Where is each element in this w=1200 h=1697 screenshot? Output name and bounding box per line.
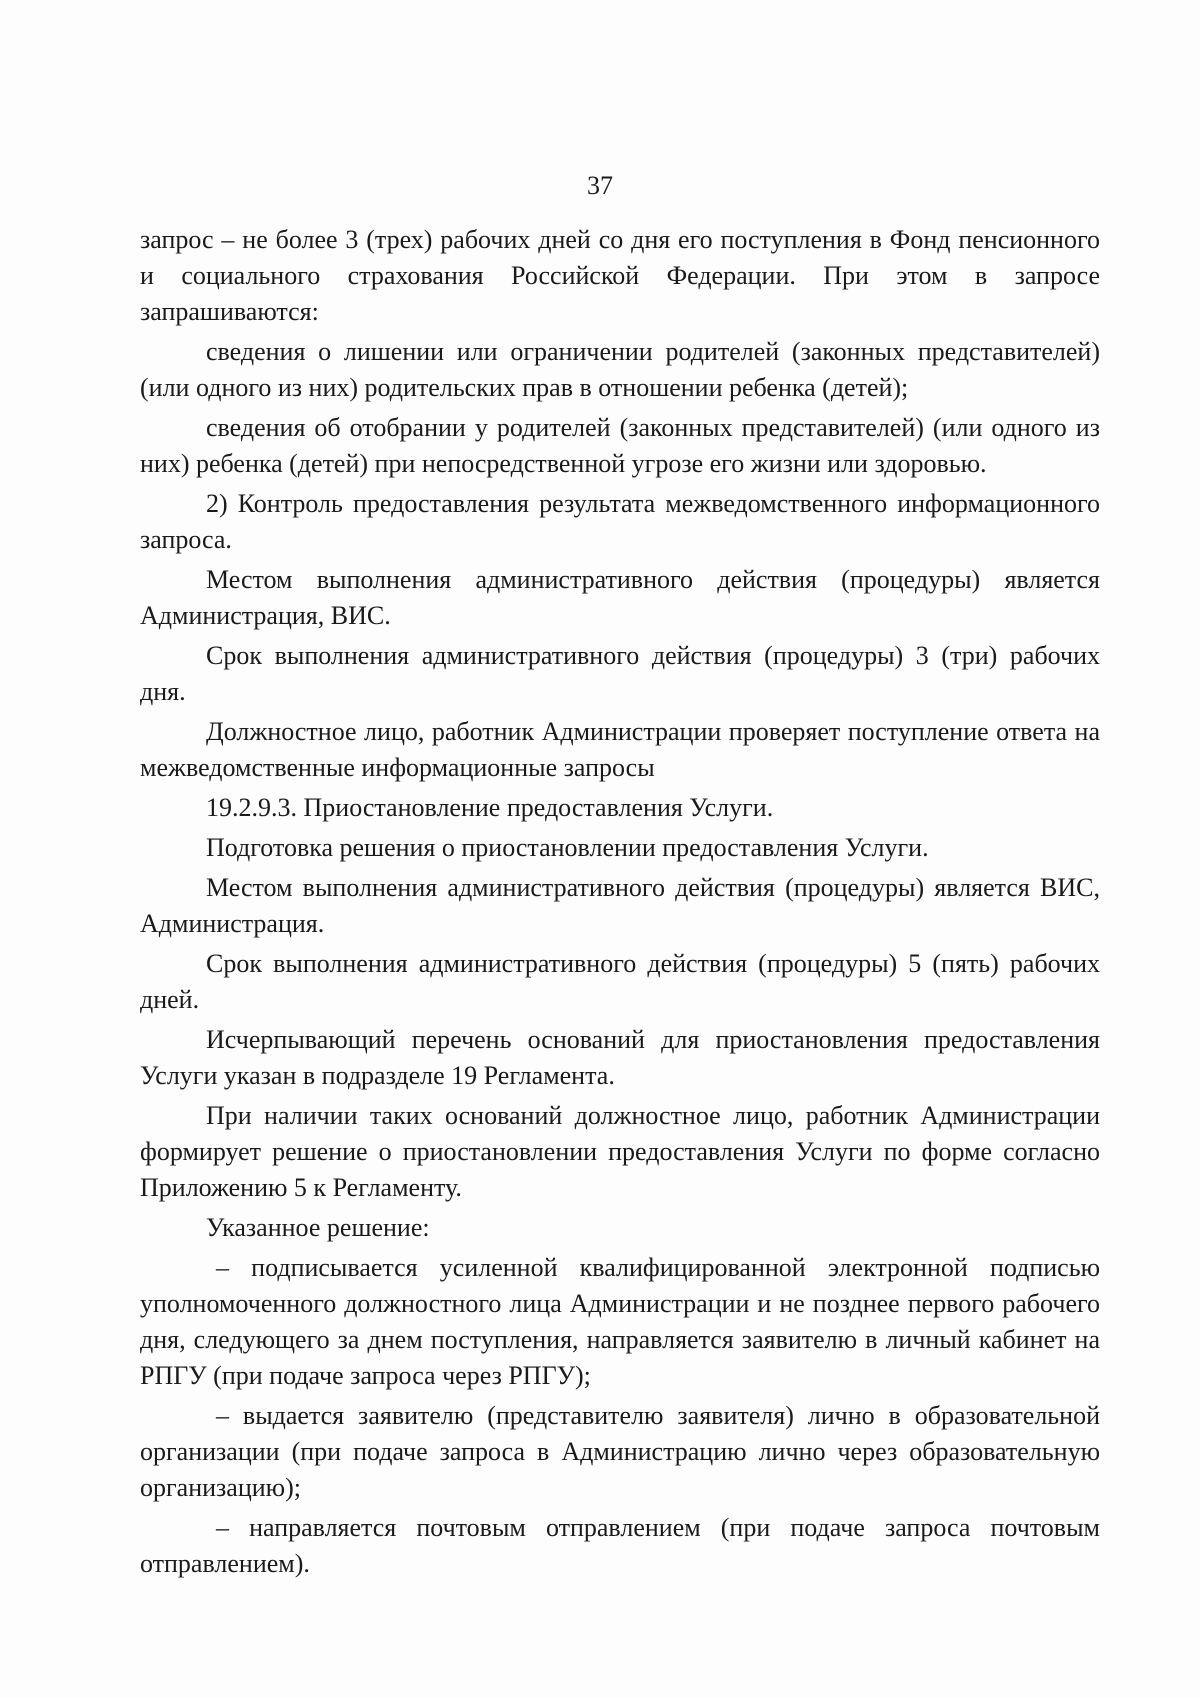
paragraph-place-of-action: Местом выполнения административного действия (процедуры) является Администрация, ВИС.	[140, 565, 1100, 630]
paragraph-action-term: Срок выполнения административного действия (процедуры) 3 (три) рабочих дня.	[140, 641, 1100, 706]
section-heading-suspension: 19.2.9.3. Приостановление предоставления Услуги.	[206, 793, 774, 822]
paragraph-decision-intro: Указанное решение:	[206, 1213, 430, 1242]
list-item-sent-by-post: – направляется почтовым отправлением (при подаче запроса почтовым отправлением).	[140, 1513, 1100, 1578]
paragraph-grounds-list: Исчерпывающий перечень оснований для приостановления предоставления Услуги указан в подразделе 19 Регламента.	[140, 1025, 1100, 1090]
paragraph-action-term-2: Срок выполнения административного действия (процедуры) 5 (пять) рабочих дней.	[140, 949, 1100, 1014]
paragraph-official-checks: Должностное лицо, работник Администрации проверяет поступление ответа на межведомственные информационные запросы	[140, 717, 1100, 782]
paragraph-place-of-action-2: Местом выполнения административного действия (процедуры) является ВИС, Администрация.	[140, 873, 1100, 938]
paragraph-prepare-decision: Подготовка решения о приостановлении предоставления Услуги.	[206, 833, 929, 862]
list-item-signed-electronically: – подписывается усиленной квалифицированной электронной подписью уполномоченного должностного лица Администрации и не позднее первого рабочего дня, следующего за днем поступления, направляется заявителю в личный кабинет на РПГУ (при подаче запроса через РПГУ);	[140, 1253, 1100, 1390]
paragraph-deprivation-info: сведения о лишении или ограничении родителей (законных представителей) (или одного из них) родительских прав в отношении ребенка (детей);	[140, 337, 1100, 402]
document-body	[140, 222, 1100, 1586]
list-item-issued-in-person: – выдается заявителю (представителю заявителя) лично в образовательной организации (при подаче запроса в Администрацию лично через образовательную организацию);	[140, 1401, 1100, 1502]
page-number: 37	[587, 171, 613, 200]
paragraph-request-deadline: запрос – не более 3 (трех) рабочих дней со дня его поступления в Фонд пенсионного и социального страхования Российской Федерации. При этом в запросе запрашиваются:	[140, 225, 1100, 326]
paragraph-control-step: 2) Контроль предоставления результата межведомственного информационного запроса.	[140, 489, 1100, 554]
paragraph-removal-info: сведения об отобрании у родителей (законных представителей) (или одного из них) ребенка (детей) при непосредственной угрозе его жизни или здоровью.	[140, 413, 1100, 478]
paragraph-decision-forming: При наличии таких оснований должностное лицо, работник Администрации формирует решение о приостановлении предоставления Услуги по форме согласно Приложению 5 к Регламенту.	[140, 1101, 1100, 1202]
